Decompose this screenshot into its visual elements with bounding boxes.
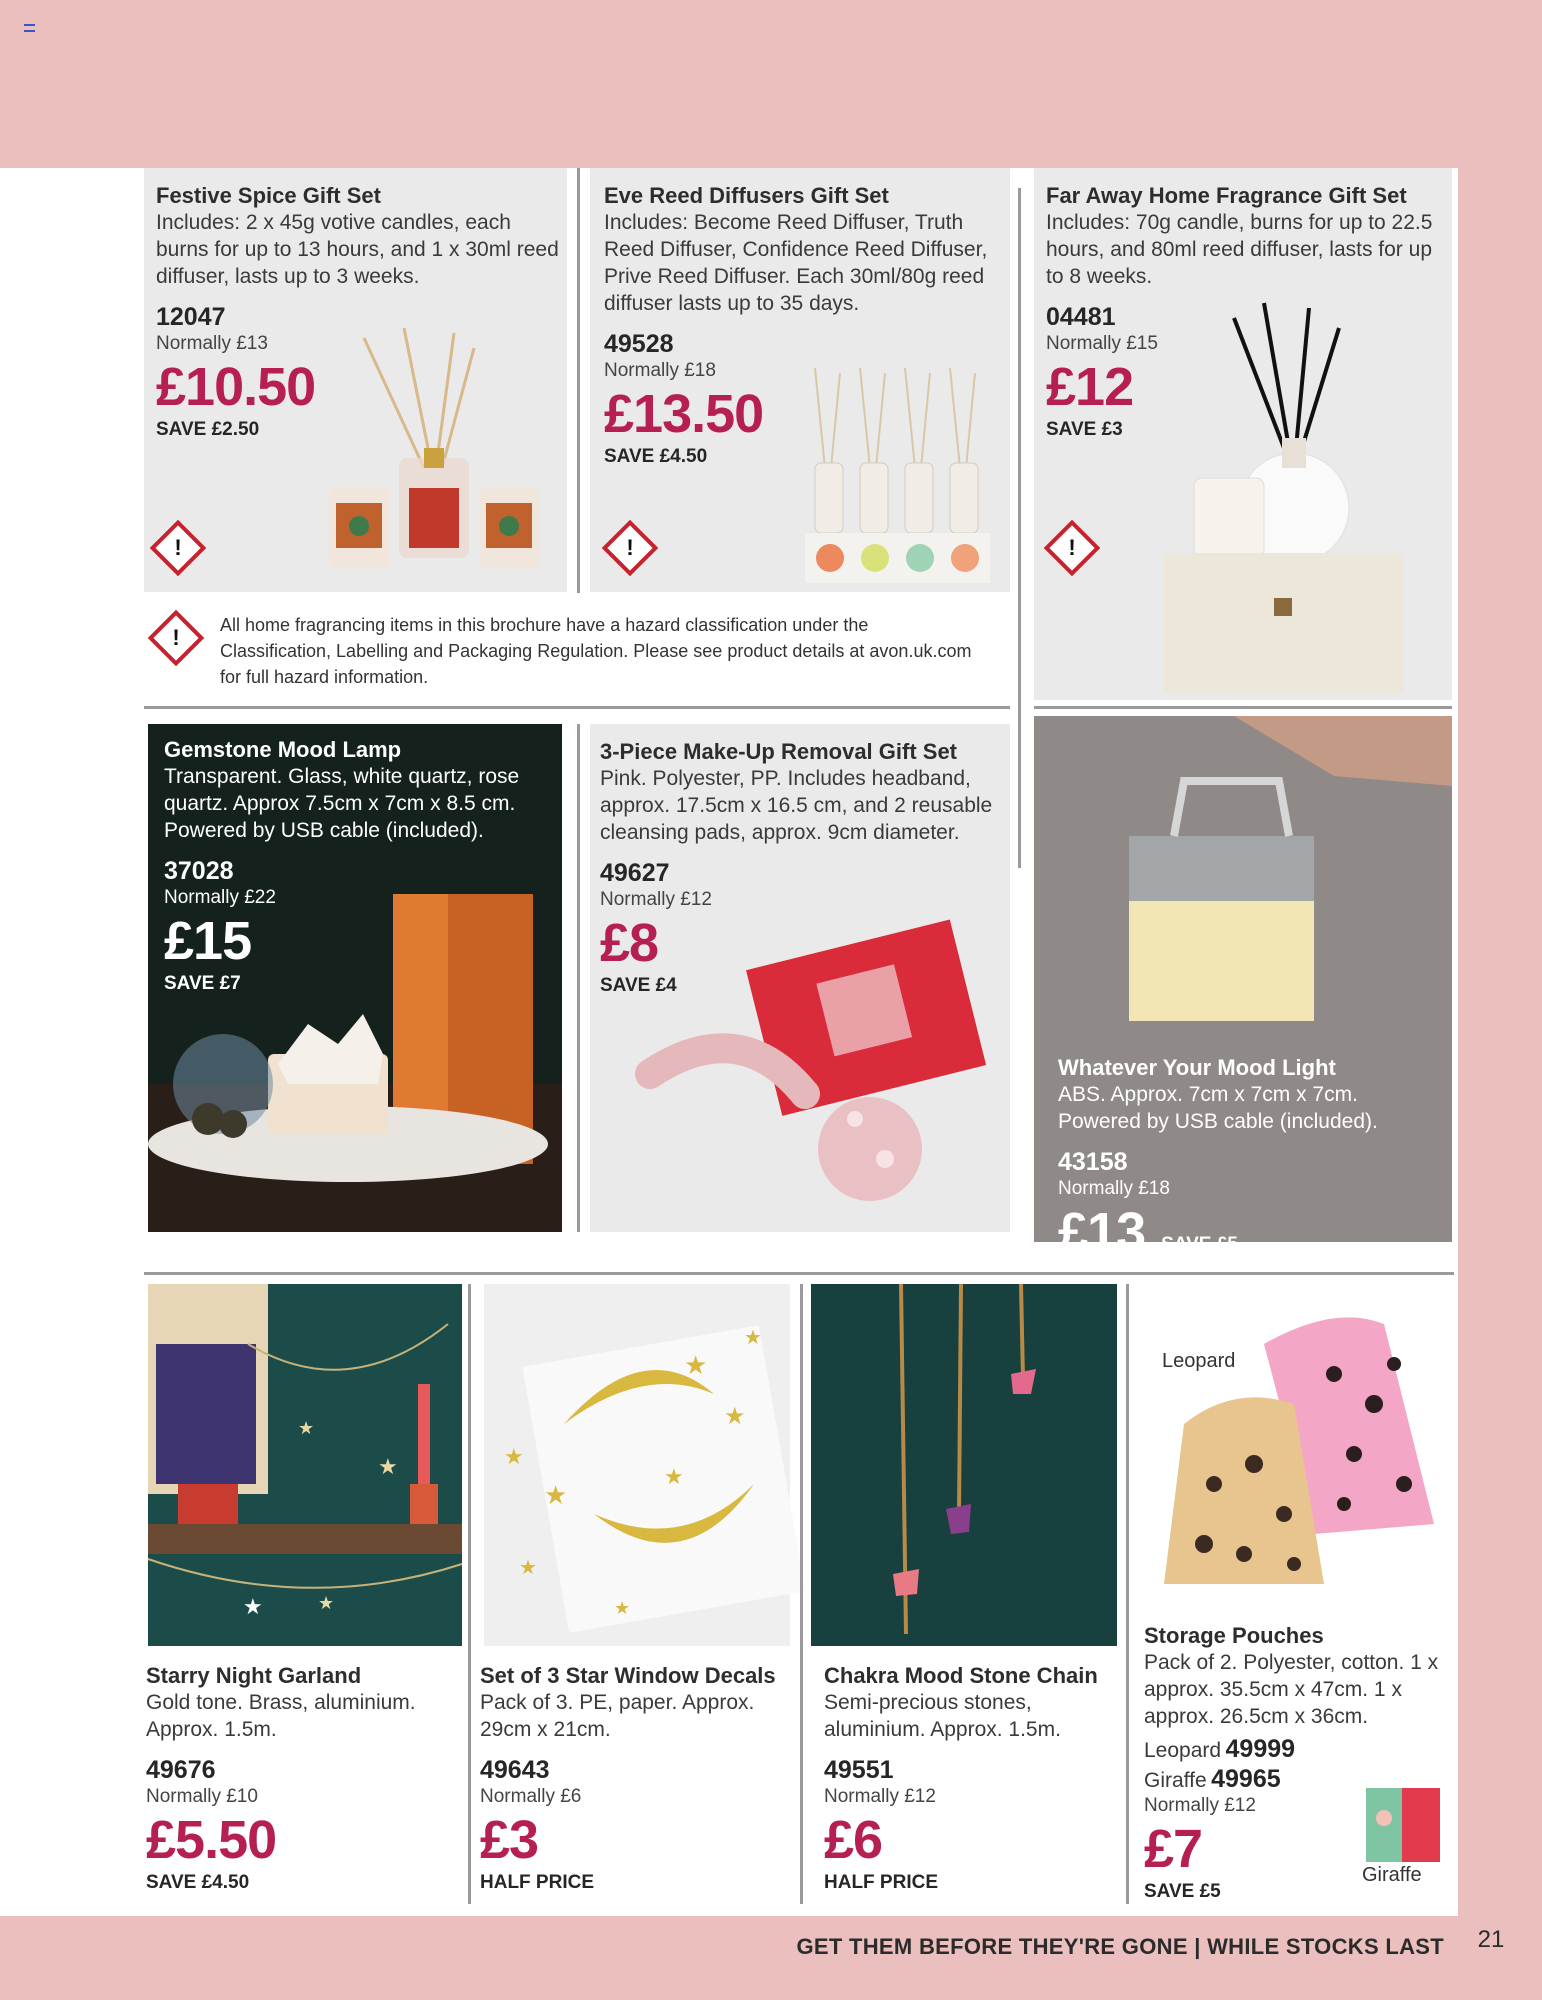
product-description: Pack of 2. Polyester, cotton. 1 x approx. 35.5cm x 47cm. 1 x approx. 26.5cm x 36cm. (1144, 1651, 1439, 1728)
product-starry-garland[interactable] (144, 1284, 464, 1904)
normal-price: Normally £6 (480, 1786, 582, 1807)
sale-price: £12 (1046, 357, 1134, 417)
brochure-page (0, 168, 1458, 1916)
product-code: 04481 (1046, 303, 1116, 331)
product-mood-light[interactable] (1034, 716, 1452, 1262)
sale-price: £6 (824, 1810, 883, 1870)
svg-text:★: ★ (243, 1594, 263, 1619)
product-gemstone-lamp[interactable] (148, 724, 562, 1232)
page-number: 21 (1477, 1926, 1505, 1953)
sale-price: £8 (600, 913, 659, 973)
saving-badge: SAVE £7 (164, 973, 241, 994)
variant-label: Leopard (1144, 1739, 1222, 1762)
normal-price: Normally £18 (1058, 1178, 1170, 1199)
product-title: Whatever Your Mood Light (1058, 1055, 1336, 1080)
svg-text:★: ★ (544, 1480, 568, 1510)
product-description: Pink. Polyester, PP. Includes headband, approx. 17.5cm x 16.5 cm, and 2 reusable cleansing pads, approx. 9cm diameter. (600, 767, 993, 844)
product-code: 49551 (824, 1756, 894, 1784)
product-code: 49627 (600, 859, 670, 887)
svg-text:★: ★ (684, 1350, 708, 1380)
saving-badge: SAVE £2.50 (156, 419, 260, 440)
saving-badge: SAVE £4.50 (146, 1872, 250, 1893)
product-code: 37028 (164, 857, 234, 885)
normal-price: Normally £13 (156, 333, 268, 354)
normal-price: Normally £12 (1144, 1795, 1256, 1816)
svg-text:★: ★ (378, 1454, 398, 1479)
svg-text:★: ★ (614, 1598, 631, 1618)
variant-code: 49965 (1211, 1765, 1281, 1793)
saving-badge: HALF PRICE (824, 1872, 938, 1893)
product-description: Gold tone. Brass, aluminium. Approx. 1.5m. (146, 1691, 416, 1741)
sale-price: £7 (1144, 1819, 1203, 1879)
product-description: Transparent. Glass, white quartz, rose quartz. Approx 7.5cm x 7cm x 8.5 cm. Powered by USB cable (included). (164, 765, 520, 842)
product-title: Gemstone Mood Lamp (164, 737, 402, 762)
normal-price: Normally £12 (600, 889, 712, 910)
product-title: Starry Night Garland (146, 1663, 362, 1688)
product-makeup-removal[interactable] (590, 724, 1010, 1232)
normal-price: Normally £15 (1046, 333, 1158, 354)
normal-price: Normally £10 (146, 1786, 258, 1807)
sale-price: £13 (1058, 1202, 1146, 1262)
product-title: Chakra Mood Stone Chain (824, 1663, 1098, 1688)
hazard-warning-icon: ! (150, 520, 207, 577)
saving-badge: SAVE £4.50 (604, 446, 708, 467)
giraffe-image-label: Giraffe (1362, 1864, 1422, 1886)
svg-text:★: ★ (298, 1418, 315, 1438)
svg-text:★: ★ (744, 1327, 762, 1349)
hazard-warning-icon: ! (602, 520, 659, 577)
saving-badge: HALF PRICE (480, 1872, 594, 1893)
product-title: Festive Spice Gift Set (156, 183, 381, 208)
star-decals-product-image (484, 1284, 790, 1646)
svg-text:★: ★ (664, 1464, 684, 1489)
product-title: Storage Pouches (1144, 1623, 1324, 1648)
product-chakra-chain[interactable] (808, 1284, 1124, 1904)
product-eve-reed[interactable] (590, 168, 1010, 592)
product-title: Eve Reed Diffusers Gift Set (604, 183, 889, 208)
leopard-image-label: Leopard (1162, 1350, 1236, 1372)
sale-price: £13.50 (604, 384, 764, 444)
product-code: 49528 (604, 330, 674, 358)
saving-badge: SAVE £5 (1161, 1234, 1238, 1255)
storage-pouches-product-image (1134, 1284, 1454, 1604)
svg-text:★: ★ (724, 1403, 746, 1430)
hazard-warning-icon: ! (1044, 520, 1101, 577)
product-title: Far Away Home Fragrance Gift Set (1046, 183, 1407, 208)
svg-text:★: ★ (318, 1593, 335, 1613)
product-title: 3-Piece Make-Up Removal Gift Set (600, 739, 958, 764)
footer-tagline: GET THEM BEFORE THEY'RE GONE | WHILE STOCKS LAST (796, 1934, 1444, 1959)
normal-price: Normally £18 (604, 360, 716, 381)
saving-badge: SAVE £4 (600, 975, 677, 996)
sale-price: £15 (164, 911, 252, 971)
product-description: Semi-precious stones, aluminium. Approx. 1.5m. (824, 1691, 1061, 1741)
sale-price: £10.50 (156, 357, 316, 417)
saving-badge: SAVE £5 (1144, 1881, 1221, 1902)
starry-garland-product-image (148, 1284, 462, 1646)
hazard-notice-icon: ! (148, 610, 205, 667)
product-storage-pouches[interactable] (1134, 1284, 1454, 1916)
product-code: 43158 (1058, 1148, 1128, 1176)
sale-price: £5.50 (146, 1810, 277, 1870)
product-description: Includes: Become Reed Diffuser, Truth Reed Diffuser, Confidence Reed Diffuser, Prive Reed Diffuser. Each 30ml/80g reed diffuser lasts up to 35 days. (604, 211, 988, 315)
product-description: Includes: 2 x 45g votive candles, each burns for up to 13 hours, and 1 x 30ml reed diffuser, lasts up to 3 weeks. (156, 211, 559, 288)
svg-text:★: ★ (504, 1444, 524, 1469)
svg-text:★: ★ (519, 1557, 537, 1579)
product-far-away[interactable] (1034, 168, 1452, 700)
hazard-notice-text: All home fragrancing items in this brochure have a hazard classification under the Classification, Labelling and Packaging Regulation. Please see product details at avon.uk.com for full hazard information. (220, 615, 972, 687)
product-festive-spice[interactable] (144, 168, 567, 592)
saving-badge: SAVE £3 (1046, 419, 1123, 440)
product-description: Pack of 3. PE, paper. Approx. 29cm x 21cm. (480, 1691, 755, 1741)
product-code: 49676 (146, 1756, 216, 1784)
product-title: Set of 3 Star Window Decals (480, 1663, 776, 1688)
menu-icon[interactable] (24, 24, 35, 32)
product-code: 12047 (156, 303, 226, 331)
variant-code: 49999 (1225, 1735, 1296, 1763)
variant-label: Giraffe (1144, 1769, 1207, 1792)
product-description: Includes: 70g candle, burns for up to 22.5 hours, and 80ml reed diffuser, lasts for up to 8 weeks. (1046, 211, 1433, 288)
product-star-decals[interactable] (476, 1284, 798, 1904)
chakra-chain-product-image (811, 1284, 1117, 1646)
sale-price: £3 (480, 1810, 539, 1870)
normal-price: Normally £22 (164, 887, 276, 908)
product-code: 49643 (480, 1756, 550, 1784)
product-description: ABS. Approx. 7cm x 7cm x 7cm. Powered by USB cable (included). (1058, 1083, 1378, 1133)
footer-band (0, 1916, 1542, 2000)
normal-price: Normally £12 (824, 1786, 936, 1807)
